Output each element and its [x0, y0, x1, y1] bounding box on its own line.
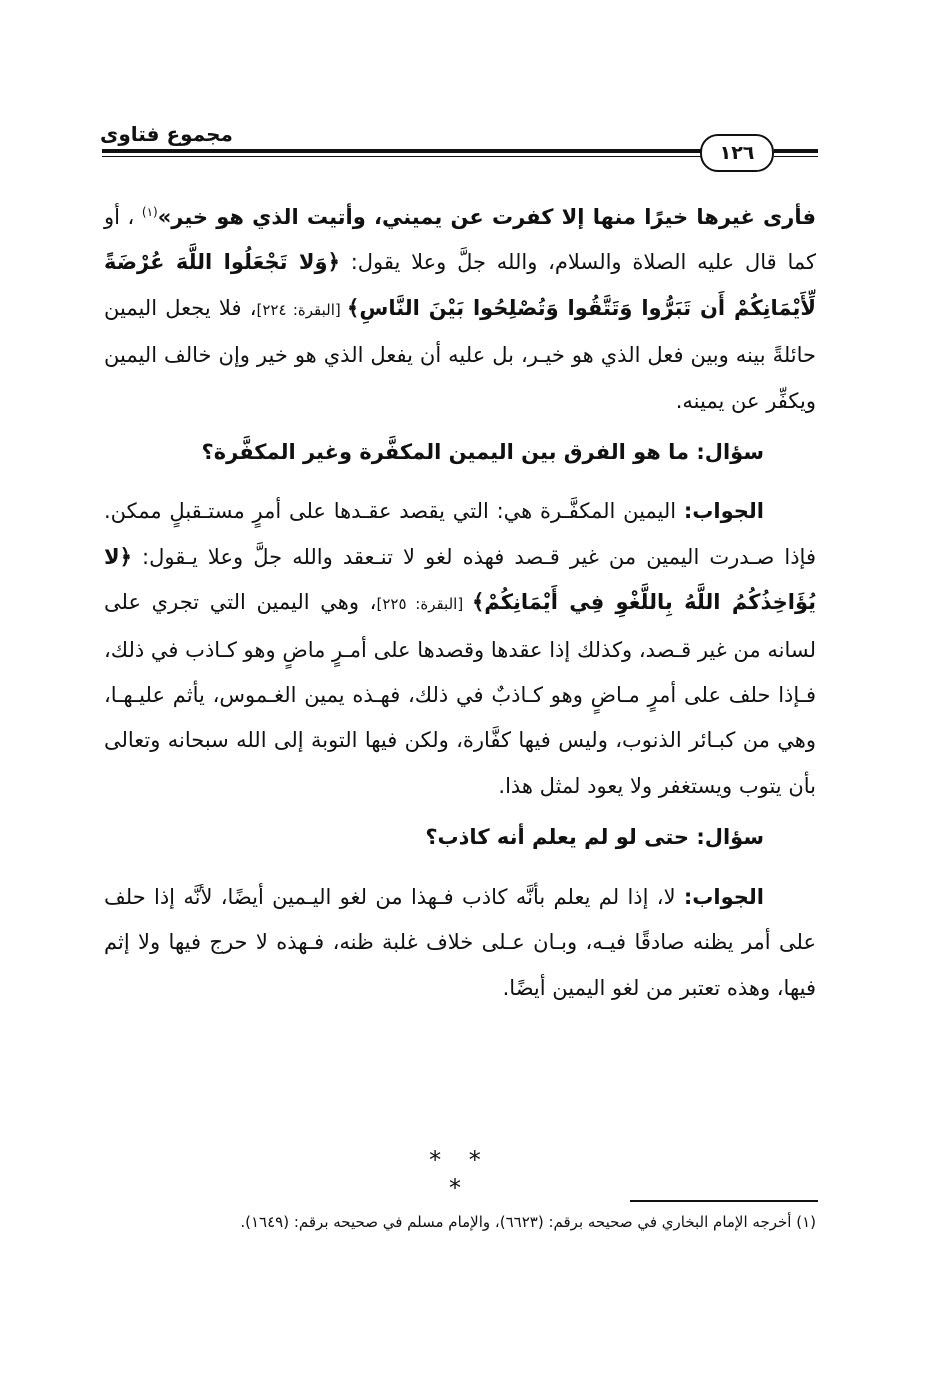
footnote-rule — [630, 1200, 818, 1202]
answer-text: اليمين المكفَّـرة هي: التي يقصد عقـدها على أمرٍ مستـقبلٍ ممكن. فإذا صـدرت اليمين من غير قـصد فهذه لغو لا تنـعقد والله جلَّ وعلا يـقول: — [104, 499, 816, 569]
quran-verse: ﴿وَلا تَجْعَلُوا اللَّهَ عُرْضَةً لِّأَيْمَانِكُمْ أَن تَبَرُّوا وَتَتَّقُوا وَتُصْلِحُوا بَيْنَ النَّاسِ﴾ — [104, 250, 817, 320]
paragraph — [104, 190, 816, 424]
verse-reference: [البقرة: ٢٢٥] — [376, 595, 472, 614]
running-title: مجموع فتاوى — [100, 122, 233, 146]
page-body — [104, 190, 816, 1011]
answer — [104, 875, 816, 1011]
footnote: (١) أخرجه الإمام البخاري في صحيحه برقم: (٦٦٢٣)، والإمام مسلم في صحيحه برقم: (١٦٤٩). — [240, 1213, 816, 1231]
answer-label: الجواب: — [683, 499, 764, 524]
answer-text: ، وهي اليمين التي تجري على لسانه من غير قـصد، وكذلك إذا عقدها وقصدها على أمـرٍ ماضٍ وهو كـاذب في ذلك، فـإذا حلف على أمرٍ مـاضٍ وهو كـاذبٌ في ذلك، فهـذه يمين الغـموس، يأثم عليـهـا، وهي من كبـائر الذنوب، وليس فيها كفَّارة، ولكن فيها التوبة إلى الله سبحانه وتعالى بأن يتوب ويستغفر ولا يعود لمثل هذا. — [104, 590, 816, 798]
header-rule-thin — [102, 156, 748, 157]
header-rule — [102, 149, 748, 153]
hadith-text: فأرى غيرها خيرًا منها إلا كفرت عن يميني، وأتيت الذي هو خير» — [157, 205, 816, 229]
answer-label: الجواب: — [683, 884, 764, 909]
header-rule-right-thin — [774, 156, 818, 157]
section-separator: * * * — [429, 1146, 491, 1202]
page-number: ١٢٦ — [700, 134, 774, 172]
header-rule-right — [774, 149, 818, 153]
footnote-marker: (١) — [141, 205, 158, 219]
answer-text: لا، إذا لم يعلم بأنَّه كاذب فـهذا من لغو اليـمين أيضًا، لأنَّه إذا حلف على أمر يظنه صادقًا فيـه، وبـان عـلى خلاف غلبة ظنه، فـهذه لا حرج فيها ولا إثم فيها، وهذه تعتبر من لغو اليمين أيضًا. — [104, 884, 816, 1000]
answer — [104, 489, 816, 809]
question: سؤال: حتى لو لم يعلم أنه كاذب؟ — [425, 825, 764, 850]
verse-reference: [البقرة: ٢٢٤] — [256, 300, 348, 319]
page-header — [92, 122, 818, 184]
paragraph-text: ، فلا يجعل اليمين حائلةً بينه وبين فعل الذي هو خيـر، بل عليه أن يفعل الذي هو خير وإن خالف اليمين ويكفِّر عن يمينه. — [104, 295, 816, 413]
paragraph-text: ، أو كما قال عليه الصلاة والسلام، والله جلَّ وعلا يقول: — [104, 205, 816, 275]
question: سؤال: ما هو الفرق بين اليمين المكفَّرة وغير المكفَّرة؟ — [201, 440, 764, 465]
quran-verse: ﴿لا يُؤَاخِذُكُمُ اللَّهُ بِاللَّغْوِ فِي أَيْمَانِكُمْ﴾ — [104, 544, 817, 615]
